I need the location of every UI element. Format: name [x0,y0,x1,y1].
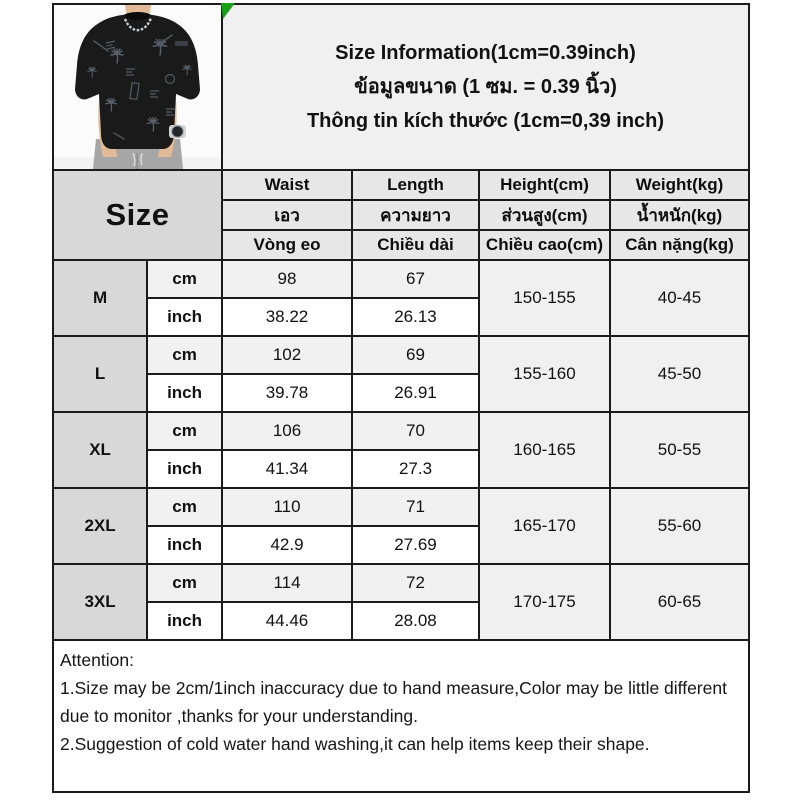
unit-cm-label: cm [147,488,222,526]
size-2xl-label: 2XL [53,488,147,564]
l-waist-cm: 102 [222,336,352,374]
3xl-waist-cm: 114 [222,564,352,602]
col-height-en: Height(cm) [479,170,610,200]
table-row [53,260,749,298]
l-length-cm: 69 [352,336,479,374]
col-waist-th: เอว [222,200,352,230]
xl-waist-inch: 41.34 [222,450,352,488]
table-row [53,336,749,374]
col-weight-th: น้ำหนัก(kg) [610,200,749,230]
unit-inch-label: inch [147,298,222,336]
3xl-length-cm: 72 [352,564,479,602]
col-weight-vi: Cân nặng(kg) [610,230,749,260]
m-waist-inch: 38.22 [222,298,352,336]
attention-title: Attention: [60,650,134,670]
xl-height-range: 160-165 [479,412,610,488]
size-table [52,3,750,793]
3xl-height-range: 170-175 [479,564,610,640]
2xl-weight-range: 55-60 [610,488,749,564]
unit-cm-label: cm [147,260,222,298]
xl-waist-cm: 106 [222,412,352,450]
unit-inch-label: inch [147,374,222,412]
3xl-waist-inch: 44.46 [222,602,352,640]
attention-notes [53,640,749,792]
unit-inch-label: inch [147,450,222,488]
col-waist-vi: Vòng eo [222,230,352,260]
unit-inch-label: inch [147,602,222,640]
col-length-en: Length [352,170,479,200]
3xl-weight-range: 60-65 [610,564,749,640]
tshirt-photo-illustration [54,5,221,169]
col-weight-en: Weight(kg) [610,170,749,200]
size-m-label: M [53,260,147,336]
table-row [53,412,749,450]
unit-inch-label: inch [147,526,222,564]
attention-note-1: 1.Size may be 2cm/1inch inaccuracy due to hand measure,Color may be little different due to monitor ,thanks for your understanding. [60,678,727,726]
size-info-header [222,4,749,170]
corner-flag-icon [221,3,236,20]
xl-length-cm: 70 [352,412,479,450]
2xl-waist-inch: 42.9 [222,526,352,564]
size-xl-label: XL [53,412,147,488]
table-row [53,488,749,526]
m-waist-cm: 98 [222,260,352,298]
col-length-th: ความยาว [352,200,479,230]
unit-cm-label: cm [147,564,222,602]
m-height-range: 150-155 [479,260,610,336]
xl-weight-range: 50-55 [610,412,749,488]
size-3xl-label: 3XL [53,564,147,640]
product-photo [53,4,222,170]
m-weight-range: 40-45 [610,260,749,336]
2xl-length-cm: 71 [352,488,479,526]
m-length-inch: 26.13 [352,298,479,336]
size-l-label: L [53,336,147,412]
unit-cm-label: cm [147,336,222,374]
m-length-cm: 67 [352,260,479,298]
2xl-waist-cm: 110 [222,488,352,526]
col-height-th: ส่วนสูง(cm) [479,200,610,230]
xl-length-inch: 27.3 [352,450,479,488]
title-thai: ข้อมูลขนาด (1 ซม. = 0.39 นิ้ว) [354,76,617,98]
size-header-cell: Size [53,170,222,260]
l-weight-range: 45-50 [610,336,749,412]
2xl-length-inch: 27.69 [352,526,479,564]
3xl-length-inch: 28.08 [352,602,479,640]
title-english: Size Information(1cm=0.39inch) [335,42,636,64]
l-length-inch: 26.91 [352,374,479,412]
col-length-vi: Chiều dài [352,230,479,260]
col-waist-en: Waist [222,170,352,200]
attention-note-2: 2.Suggestion of cold water hand washing,it can help items keep their shape. [60,734,650,754]
title-vietnamese: Thông tin kích thước (1cm=0,39 inch) [306,110,665,132]
l-height-range: 155-160 [479,336,610,412]
unit-cm-label: cm [147,412,222,450]
l-waist-inch: 39.78 [222,374,352,412]
table-row [53,564,749,602]
2xl-height-range: 165-170 [479,488,610,564]
col-height-vi: Chiều cao(cm) [479,230,610,260]
